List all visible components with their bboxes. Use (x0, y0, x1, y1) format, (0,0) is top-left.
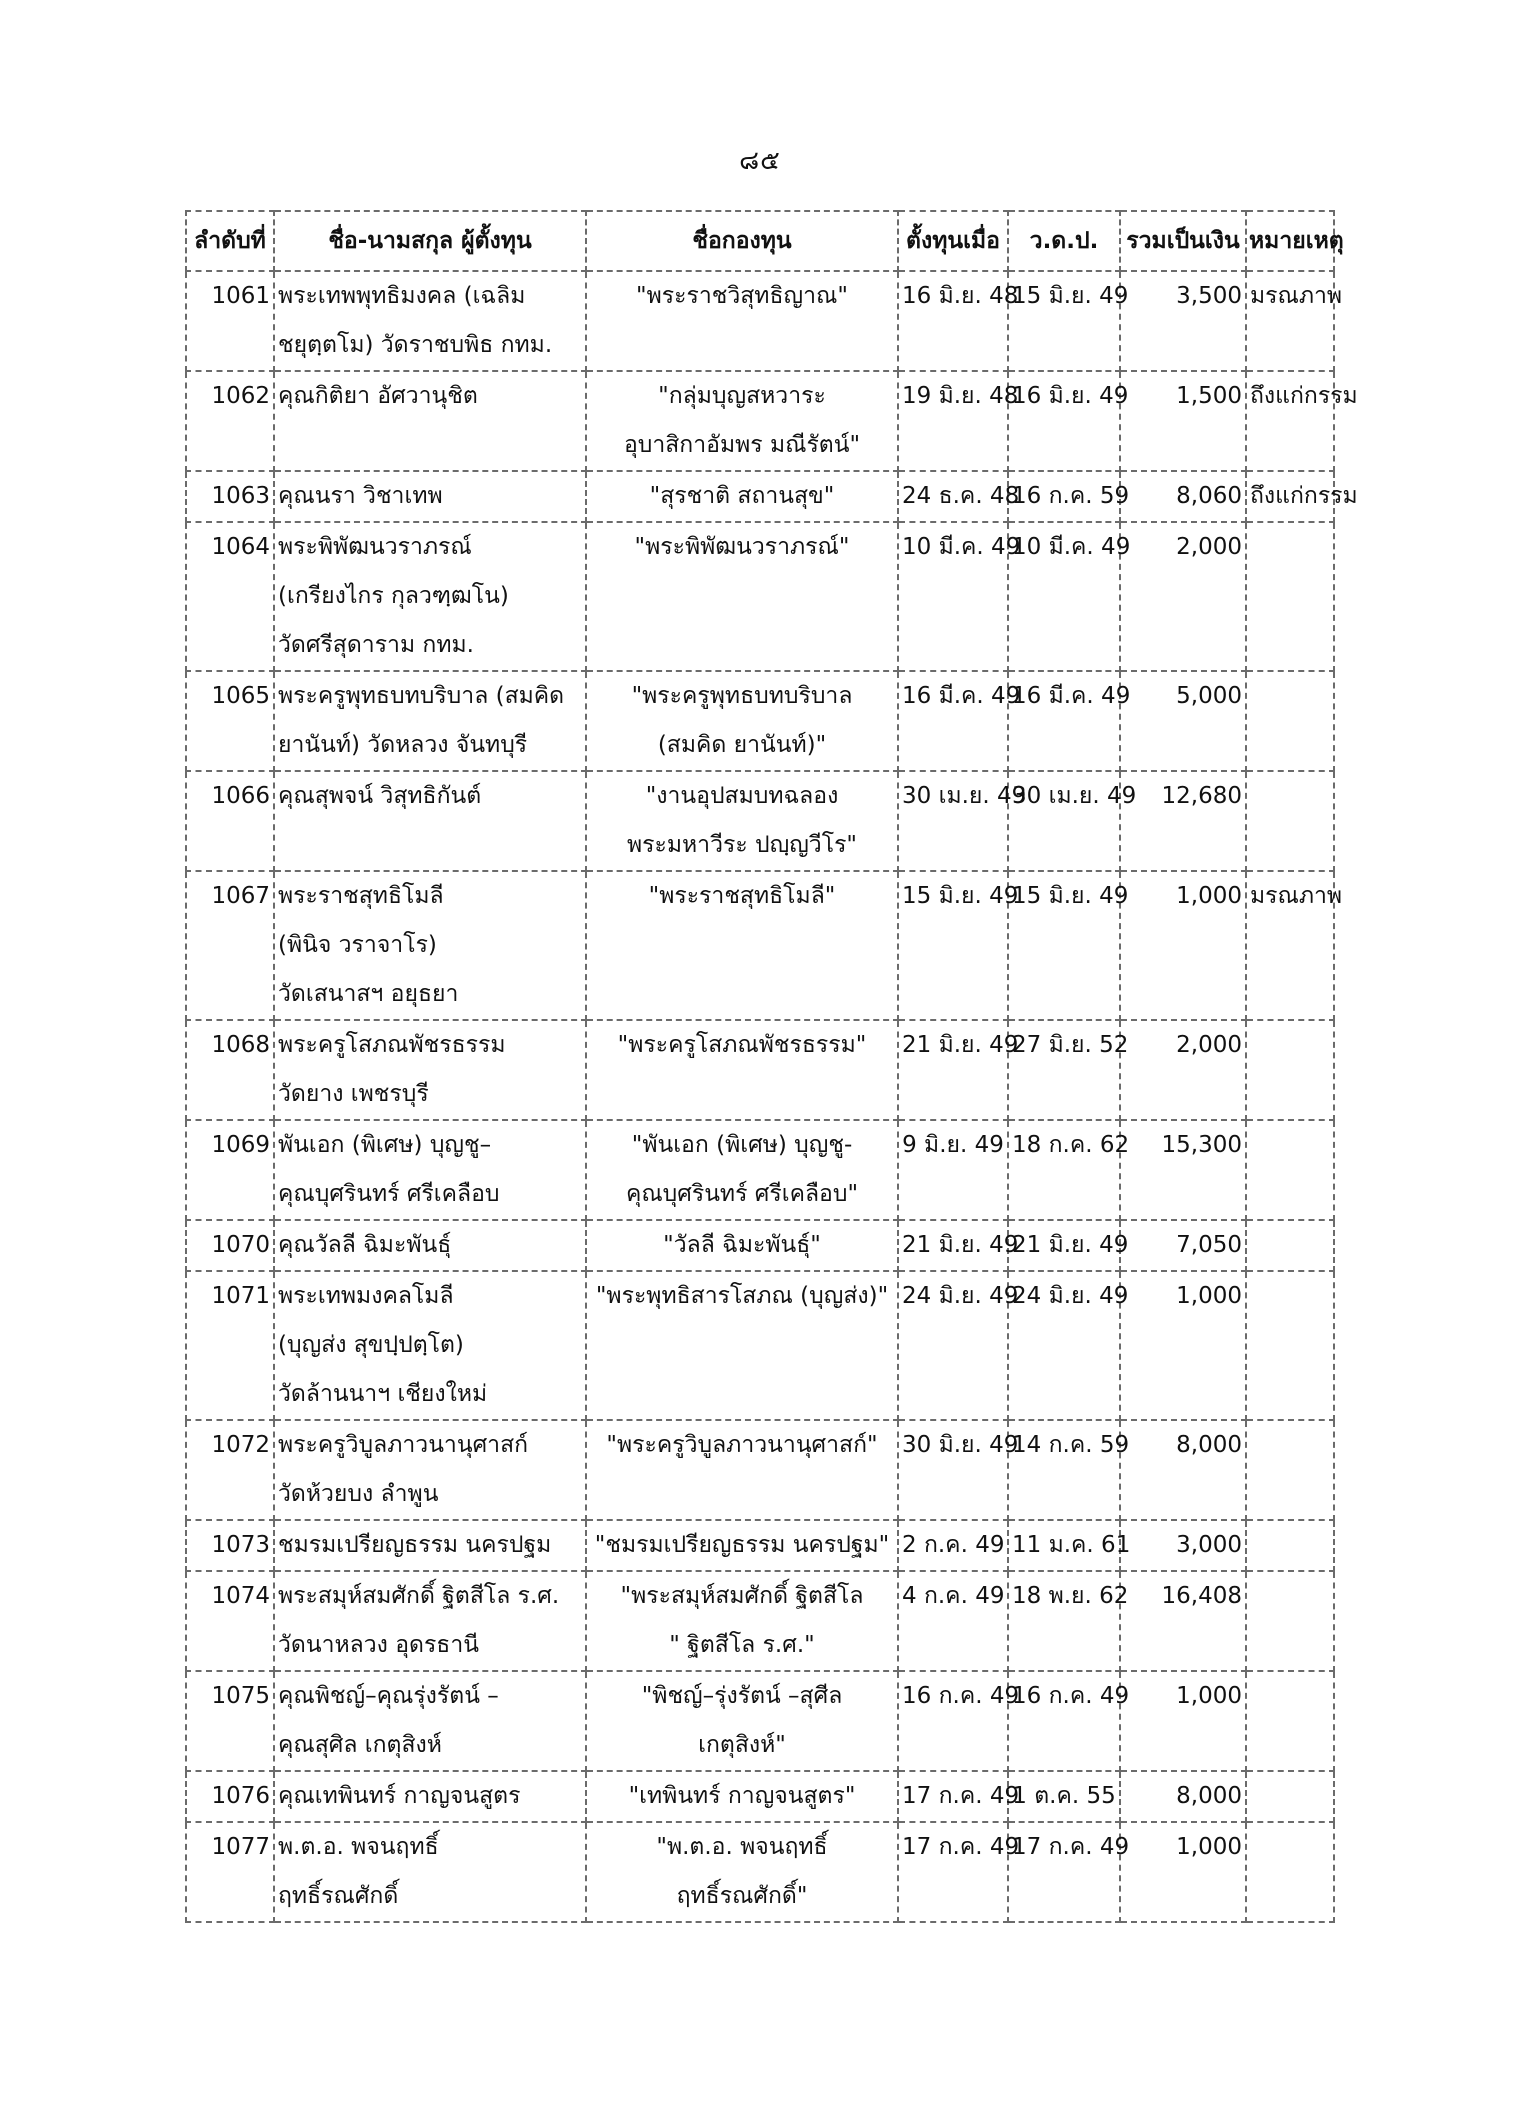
cell-fund-name (586, 522, 898, 671)
fund-name-line: ฤทธิ์รณศักดิ์" (676, 1883, 808, 1909)
cell-note: ถึงแก่กรรม (1246, 471, 1334, 522)
founder-name-line: พระสมุห์สมศักดิ์ ฐิตสีโล ร.ศ. (278, 1583, 560, 1609)
fund-name-line: " ฐิตสีโล ร.ศ." (669, 1632, 815, 1658)
cell-established-date: 10 มี.ค. 49 (898, 522, 1008, 671)
cell-updated-date: 18 พ.ย. 62 (1008, 1571, 1120, 1671)
cell-founder-name (274, 471, 586, 522)
cell-established-date: 16 ก.ค. 49 (898, 1671, 1008, 1771)
cell-founder-name (274, 1822, 586, 1922)
fund-name-line: คุณบุศรินทร์ ศรีเคลือบ" (625, 1181, 859, 1207)
cell-amount: 8,000 (1120, 1420, 1246, 1520)
cell-amount: 1,500 (1120, 371, 1246, 471)
founder-name-line: ฤทธิ์รณศักดิ์ (278, 1883, 399, 1909)
cell-number: 1075 (186, 1671, 274, 1771)
cell-updated-date: 16 มิ.ย. 49 (1008, 371, 1120, 471)
header-name: ชื่อ-นามสกุล ผู้ตั้งทุน (274, 211, 586, 271)
cell-fund-name (586, 1020, 898, 1120)
founder-name-line: พระเทพมงคลโมลี (278, 1283, 454, 1309)
cell-fund-name (586, 1420, 898, 1520)
cell-number: 1072 (186, 1420, 274, 1520)
fund-name-line: "พระราชวิสุทธิญาณ" (636, 283, 848, 309)
fund-name-line: "พระครูโสภณพัชรธรรม" (617, 1032, 867, 1058)
founder-name-line: (พินิจ วราจาโร) (278, 932, 437, 958)
cell-established-date: 17 ก.ค. 49 (898, 1771, 1008, 1822)
cell-updated-date: 30 เม.ย. 49 (1008, 771, 1120, 871)
fund-name-line: พระมหาวีระ ปญฺญวีโร" (626, 832, 858, 858)
cell-founder-name (274, 1120, 586, 1220)
founder-name-line: วัดศรีสุดาราม กทม. (278, 632, 474, 658)
fund-name-line: (สมคิด ยานันท์)" (657, 732, 827, 758)
founder-name-line: พระพิพัฒนวราภรณ์ (278, 534, 472, 560)
cell-established-date: 4 ก.ค. 49 (898, 1571, 1008, 1671)
cell-amount: 12,680 (1120, 771, 1246, 871)
cell-founder-name (274, 371, 586, 471)
table-row (186, 1822, 1334, 1922)
header-row (186, 211, 1334, 271)
table-row (186, 871, 1334, 1020)
cell-amount: 3,500 (1120, 271, 1246, 371)
fund-name-line: "พิชญ์–รุ่งรัตน์ –สุศีล (641, 1683, 843, 1709)
cell-amount: 1,000 (1120, 871, 1246, 1020)
cell-amount: 2,000 (1120, 522, 1246, 671)
founder-name-line: ยานันท์) วัดหลวง จันทบุรี (278, 732, 528, 758)
cell-note: มรณภาพ (1246, 271, 1334, 371)
cell-fund-name (586, 1771, 898, 1822)
fund-name-line: อุบาสิกาอัมพร มณีรัตน์" (623, 432, 861, 458)
fund-name-line: "พระพิพัฒนวราภรณ์" (634, 534, 850, 560)
cell-amount: 8,060 (1120, 471, 1246, 522)
cell-established-date: 30 เม.ย. 49 (898, 771, 1008, 871)
header-updated: ว.ด.ป. (1008, 211, 1120, 271)
header-note: หมายเหตุ (1246, 211, 1334, 271)
founder-name-line: วัดเสนาสฯ อยุธยา (278, 981, 459, 1007)
cell-founder-name (274, 271, 586, 371)
cell-updated-date: 18 ก.ค. 62 (1008, 1120, 1120, 1220)
cell-fund-name (586, 1220, 898, 1271)
fund-name-line: "วัลลี ฉิมะพันธุ์" (663, 1232, 821, 1258)
table-row (186, 1120, 1334, 1220)
cell-number: 1070 (186, 1220, 274, 1271)
cell-updated-date: 27 มิ.ย. 52 (1008, 1020, 1120, 1120)
cell-founder-name (274, 1271, 586, 1420)
cell-fund-name (586, 1571, 898, 1671)
cell-note (1246, 1671, 1334, 1771)
founder-name-line: พระครูวิบูลภาวนานุศาสก์ (278, 1432, 529, 1458)
cell-established-date: 16 มิ.ย. 48 (898, 271, 1008, 371)
founder-name-line: คุณสุพจน์ วิสุทธิกันต์ (278, 783, 482, 809)
cell-number: 1063 (186, 471, 274, 522)
fund-name-line: "พันเอก (พิเศษ) บุญชู- (631, 1132, 853, 1158)
table-row (186, 1420, 1334, 1520)
founder-name-line: (เกรียงไกร กุลวฑฺฒโน) (278, 583, 509, 609)
cell-amount: 16,408 (1120, 1571, 1246, 1671)
cell-fund-name (586, 1520, 898, 1571)
cell-updated-date: 10 มี.ค. 49 (1008, 522, 1120, 671)
fund-name-line: "พระครูพุทธบทบริบาล (631, 683, 853, 709)
fund-name-line: "พระสมุห์สมศักดิ์ ฐิตสีโล (620, 1583, 864, 1609)
cell-amount: 1,000 (1120, 1822, 1246, 1922)
cell-note (1246, 671, 1334, 771)
cell-established-date: 15 มิ.ย. 49 (898, 871, 1008, 1020)
cell-established-date: 2 ก.ค. 49 (898, 1520, 1008, 1571)
cell-founder-name (274, 671, 586, 771)
fund-name-line: "พ.ต.อ. พจนฤทธิ์ (656, 1834, 828, 1860)
founder-name-line: (บุญส่ง สุขปฺปตฺโต) (278, 1332, 464, 1358)
cell-number: 1077 (186, 1822, 274, 1922)
founder-name-line: พ.ต.อ. พจนฤทธิ์ (278, 1834, 439, 1860)
cell-updated-date: 21 มิ.ย. 49 (1008, 1220, 1120, 1271)
table-row (186, 522, 1334, 671)
cell-note: ถึงแก่กรรม (1246, 371, 1334, 471)
cell-established-date: 24 ธ.ค. 48 (898, 471, 1008, 522)
table-body (186, 271, 1358, 1922)
cell-fund-name (586, 371, 898, 471)
cell-amount: 3,000 (1120, 1520, 1246, 1571)
table-row (186, 271, 1334, 371)
cell-note (1246, 771, 1334, 871)
table-row (186, 1520, 1334, 1571)
cell-updated-date: 15 มิ.ย. 49 (1008, 871, 1120, 1020)
cell-updated-date: 14 ก.ค. 59 (1008, 1420, 1120, 1520)
cell-updated-date: 16 ก.ค. 59 (1008, 471, 1120, 522)
header-amount: รวมเป็นเงิน (1120, 211, 1246, 271)
cell-note (1246, 1120, 1334, 1220)
founder-name-line: พระครูพุทธบทบริบาล (สมคิด (278, 683, 565, 709)
cell-amount: 1,000 (1120, 1671, 1246, 1771)
founder-name-line: วัดนาหลวง อุดรธานี (278, 1632, 479, 1658)
header-fund: ชื่อกองทุน (586, 211, 898, 271)
founder-name-line: พระเทพพุทธิมงคล (เฉลิม (278, 283, 526, 309)
cell-number: 1068 (186, 1020, 274, 1120)
cell-fund-name (586, 1822, 898, 1922)
cell-fund-name (586, 471, 898, 522)
cell-founder-name (274, 871, 586, 1020)
cell-fund-name (586, 271, 898, 371)
cell-established-date: 21 มิ.ย. 49 (898, 1020, 1008, 1120)
founder-name-line: คุณกิติยา อัศวานุชิต (278, 383, 478, 409)
cell-fund-name (586, 771, 898, 871)
cell-established-date: 24 มิ.ย. 49 (898, 1271, 1008, 1420)
cell-updated-date: 16 ก.ค. 49 (1008, 1671, 1120, 1771)
founder-name-line: พระครูโสภณพัชรธรรม (278, 1032, 506, 1058)
header-established: ตั้งทุนเมื่อ (898, 211, 1008, 271)
cell-note (1246, 1271, 1334, 1420)
founder-name-line: คุณวัลลี ฉิมะพันธุ์ (278, 1232, 452, 1258)
cell-note (1246, 1571, 1334, 1671)
cell-number: 1074 (186, 1571, 274, 1671)
fund-name-line: "พระราชสุทธิโมลี" (648, 883, 836, 909)
table-row (186, 1271, 1334, 1420)
cell-amount: 5,000 (1120, 671, 1246, 771)
cell-amount: 15,300 (1120, 1120, 1246, 1220)
fund-name-line: "เทพินทร์ กาญจนสูตร" (628, 1783, 856, 1809)
cell-amount: 1,000 (1120, 1271, 1246, 1420)
founder-name-line: คุณพิชญ์–คุณรุ่งรัตน์ – (278, 1683, 499, 1709)
cell-amount: 2,000 (1120, 1020, 1246, 1120)
cell-fund-name (586, 1120, 898, 1220)
cell-number: 1064 (186, 522, 274, 671)
cell-founder-name (274, 1020, 586, 1120)
cell-number: 1067 (186, 871, 274, 1020)
cell-founder-name (274, 1771, 586, 1822)
cell-updated-date: 1 ต.ค. 55 (1008, 1771, 1120, 1822)
founder-name-line: คุณสุศิล เกตุสิงห์ (278, 1732, 442, 1758)
cell-fund-name (586, 671, 898, 771)
cell-fund-name (586, 1671, 898, 1771)
cell-updated-date: 11 ม.ค. 61 (1008, 1520, 1120, 1571)
table-row (186, 1020, 1334, 1120)
cell-number: 1066 (186, 771, 274, 871)
table-row (186, 371, 1334, 471)
founder-name-line: ชยุตฺตโม) วัดราชบพิธ กทม. (278, 332, 553, 358)
header-no: ลำดับที่ (186, 211, 274, 271)
founder-name-line: วัดยาง เพชรบุรี (278, 1081, 429, 1107)
fund-name-line: เกตุสิงห์" (698, 1732, 786, 1758)
cell-updated-date: 24 มิ.ย. 49 (1008, 1271, 1120, 1420)
cell-founder-name (274, 522, 586, 671)
cell-note (1246, 1020, 1334, 1120)
fund-name-line: "พระพุทธิสารโสภณ (บุญส่ง)" (595, 1283, 889, 1309)
founder-name-line: วัดห้วยบง ลำพูน (278, 1481, 439, 1507)
cell-amount: 8,000 (1120, 1771, 1246, 1822)
page-number: ๘๕ (739, 146, 781, 176)
cell-number: 1069 (186, 1120, 274, 1220)
cell-number: 1076 (186, 1771, 274, 1822)
cell-note (1246, 1822, 1334, 1922)
cell-established-date: 21 มิ.ย. 49 (898, 1220, 1008, 1271)
cell-updated-date: 16 มี.ค. 49 (1008, 671, 1120, 771)
cell-note (1246, 1520, 1334, 1571)
cell-established-date: 30 มิ.ย. 49 (898, 1420, 1008, 1520)
cell-founder-name (274, 1220, 586, 1271)
cell-note (1246, 1220, 1334, 1271)
table-row (186, 771, 1334, 871)
founder-name-line: ชมรมเปรียญธรรม นครปฐม (278, 1532, 552, 1558)
cell-founder-name (274, 1420, 586, 1520)
table-row (186, 671, 1334, 771)
cell-established-date: 9 มิ.ย. 49 (898, 1120, 1008, 1220)
fund-name-line: "กลุ่มบุญสหวาระ (658, 383, 826, 409)
cell-founder-name (274, 1571, 586, 1671)
cell-note (1246, 522, 1334, 671)
fund-name-line: "งานอุปสมบทฉลอง (645, 783, 839, 809)
fund-name-line: "พระครูวิบูลภาวนานุศาสก์" (606, 1432, 878, 1458)
cell-established-date: 19 มิ.ย. 48 (898, 371, 1008, 471)
cell-number: 1065 (186, 671, 274, 771)
cell-fund-name (586, 871, 898, 1020)
cell-updated-date: 17 ก.ค. 49 (1008, 1822, 1120, 1922)
founder-name-line: คุณเทพินทร์ กาญจนสูตร (278, 1783, 521, 1809)
founder-name-line: พระราชสุทธิโมลี (278, 883, 444, 909)
cell-established-date: 16 มี.ค. 49 (898, 671, 1008, 771)
fund-name-line: "สุรชาติ สถานสุข" (649, 483, 835, 509)
cell-note (1246, 1771, 1334, 1822)
cell-established-date: 17 ก.ค. 49 (898, 1822, 1008, 1922)
cell-fund-name (586, 1271, 898, 1420)
cell-number: 1062 (186, 371, 274, 471)
cell-founder-name (274, 1520, 586, 1571)
founder-name-line: คุณนรา วิชาเทพ (278, 483, 443, 509)
cell-number: 1061 (186, 271, 274, 371)
founder-name-line: คุณบุศรินทร์ ศรีเคลือบ (278, 1181, 500, 1207)
table-row (186, 471, 1334, 522)
cell-updated-date: 15 มิ.ย. 49 (1008, 271, 1120, 371)
founder-name-line: วัดล้านนาฯ เชียงใหม่ (278, 1381, 488, 1407)
founder-name-line: พันเอก (พิเศษ) บุญชู– (278, 1132, 492, 1158)
fund-name-line: "ชมรมเปรียญธรรม นครปฐม" (594, 1532, 890, 1558)
table-row (186, 1771, 1334, 1822)
fund-table (185, 210, 1358, 1923)
table-row (186, 1220, 1334, 1271)
cell-number: 1073 (186, 1520, 274, 1571)
table-row (186, 1671, 1334, 1771)
cell-note: มรณภาพ (1246, 871, 1334, 1020)
cell-amount: 7,050 (1120, 1220, 1246, 1271)
cell-founder-name (274, 1671, 586, 1771)
cell-founder-name (274, 771, 586, 871)
cell-number: 1071 (186, 1271, 274, 1420)
cell-note (1246, 1420, 1334, 1520)
table-row (186, 1571, 1334, 1671)
